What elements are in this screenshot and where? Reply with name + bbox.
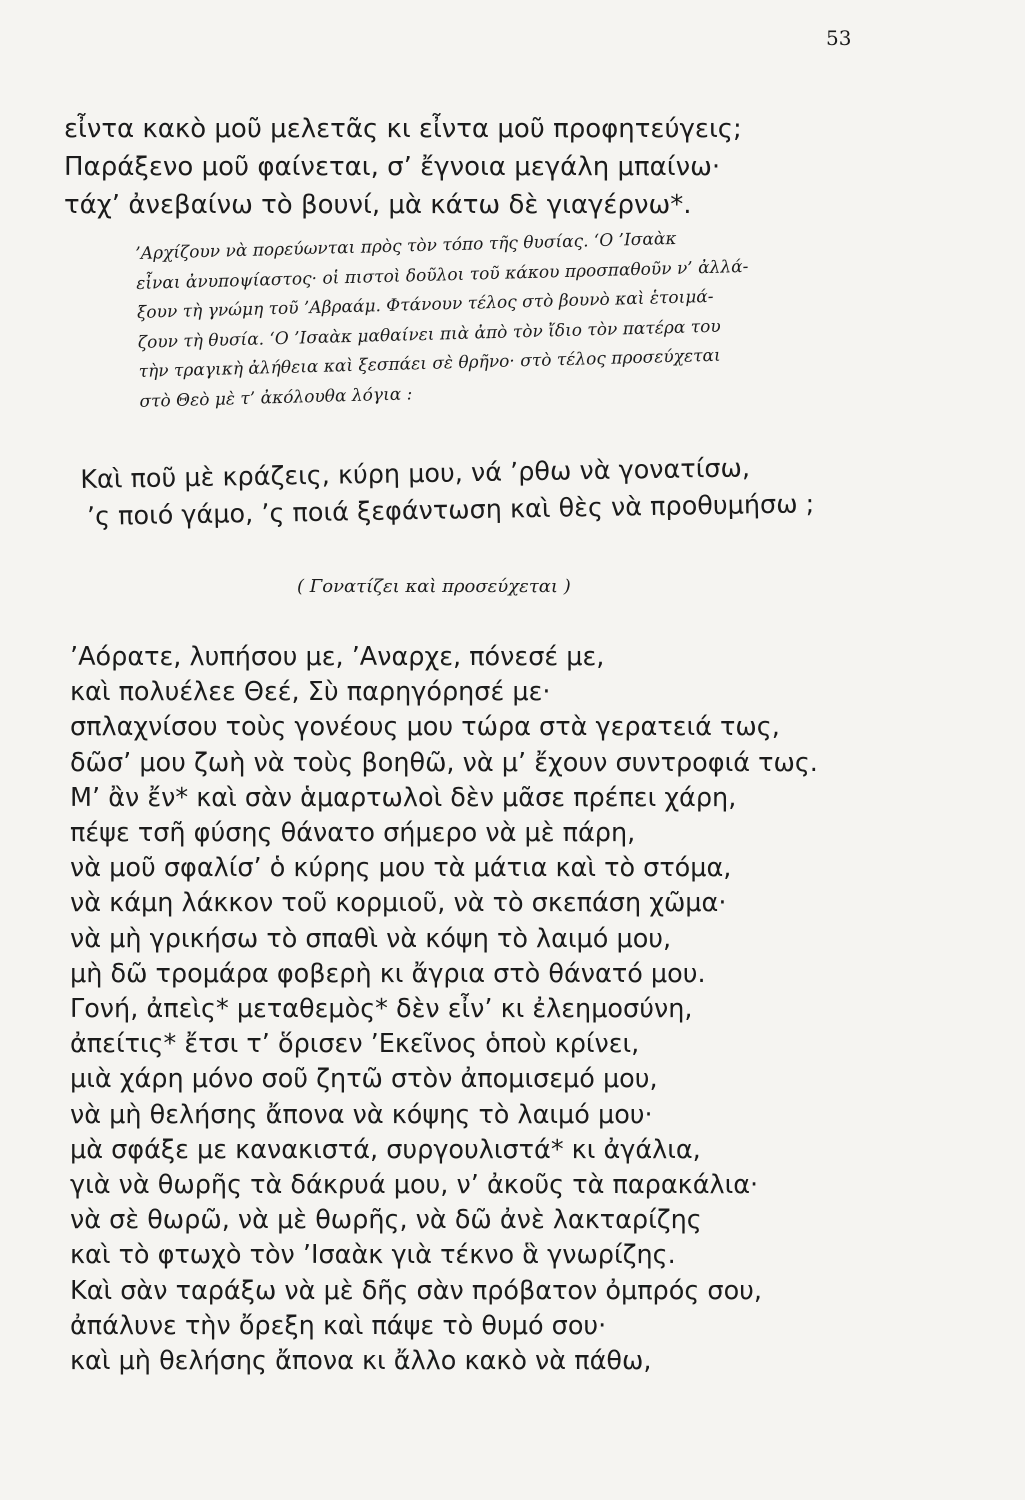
verse-line: νὰ μοῦ σφαλίσ’ ὁ κύρης μου τὰ μάτια καὶ τὸ στόμα, [70, 853, 732, 884]
prose-line: τὴν τραγικὴ ἀλήθεια καὶ ξεσπάει σὲ θρῆνο· στὸ τέλος προσεύχεται [138, 345, 721, 382]
verse-line: νὰ μὴ γρικήσω τὸ σπαθὶ νὰ κόψη τὸ λαιμό μου, [70, 923, 672, 954]
verse-line: ’Αόρατε, λυπήσου με, ’Αναρχε, πόνεσέ με, [70, 642, 605, 672]
verse-line: Μ’ ἂν ἔν* καὶ σὰν ἁμαρτωλοὶ δὲν μᾶσε πρέπει χάρη, [70, 782, 737, 813]
verse-prayer [70, 640, 818, 1379]
verse-line: δῶσ’ μου ζωὴ νὰ τοὺς βοηθῶ, νὰ μ’ ἔχουν συντροφιά τως. [70, 747, 818, 778]
verse-line: μὴ δῶ τρομάρα φοβερὴ κι ἄγρια στὸ θάνατό μου. [70, 958, 706, 989]
verse-line: γιὰ νὰ θωρῆς τὰ δάκρυά μου, ν’ ἀκοῦς τὰ παρακάλια· [70, 1170, 759, 1201]
prose-line: ζουν τὴ θυσία. ‘Ο ’Ισαὰκ μαθαίνει πιὰ ἀπὸ τὸν ἴδιο τὸν πατέρα του [137, 316, 721, 353]
verse-line: ’ς ποιό γάμο, ’ς ποιά ξεφάντωση καὶ θὲς νὰ προθυμήσω ; [86, 489, 815, 532]
verse-line: καὶ τὸ φτωχὸ τὸν ’Ισαὰκ γιὰ τέκνο ἃ γνωρίζης. [70, 1240, 676, 1271]
verse-opening [64, 110, 742, 224]
verse-line: τάχ’ ἀνεβαίνω τὸ βουνί, μὰ κάτω δὲ γιαγέρνω*. [64, 190, 692, 220]
prose-line: εἶναι ἀνυποψίαστος· οἱ πιστοὶ δοῦλοι τοῦ κάκου προσπαθοῦν ν’ ἀλλά- [135, 256, 749, 294]
verse-line: Καὶ σὰν ταράξω νὰ μὲ δῆς σὰν πρόβατον ὀμπρός σου, [70, 1275, 763, 1306]
verse-question [80, 449, 815, 536]
page-number: 53 [826, 26, 852, 50]
verse-line: καὶ πολυέλεε Θεέ, Σὺ παρηγόρησέ με· [70, 677, 551, 708]
verse-line: Γονή, ἀπεὶς* μεταθεμὸς* δὲν εἶν’ κι ἐλεημοσύνη, [70, 994, 693, 1025]
verse-line: πέψε τσῆ φύσης θάνατο σήμερο νὰ μὲ πάρη, [70, 818, 636, 849]
verse-line: Παράξενο μοῦ φαίνεται, σ’ ἔγνοια μεγάλη μπαίνω· [64, 152, 721, 182]
verse-line: Καὶ ποῦ μὲ κράζεις, κύρη μου, νά ’ρθω νὰ γονατίσω, [80, 453, 751, 495]
prose-line: ξουν τὴ γνώμη τοῦ ’Αβραάμ. Φτάνουν τέλος στὸ βουνὸ καὶ ἑτοιμά- [136, 286, 714, 323]
prose-line: ’Αρχίζουν νὰ πορεύωνται πρὸς τὸν τόπο τῆς θυσίας. ‘Ο ’Ισαὰκ [135, 228, 677, 264]
stage-direction: ( Γονατίζει καὶ προσεύχεται ) [297, 576, 571, 597]
verse-line: καὶ μὴ θελήσης ἄπονα κι ἄλλο κακὸ νὰ πάθω, [70, 1346, 652, 1377]
verse-line: νὰ μὴ θελήσης ἄπονα νὰ κόψης τὸ λαιμό μου· [70, 1099, 653, 1130]
verse-line: εἶντα κακὸ μοῦ μελετᾶς κι εἶντα μοῦ προφητεύγεις; [64, 114, 742, 144]
verse-line: ἀπάλυνε τὴν ὄρεξη καὶ πάψε τὸ θυμό σου· [70, 1310, 607, 1341]
verse-line: νὰ σὲ θωρῶ, νὰ μὲ θωρῆς, νὰ δῶ ἀνὲ λακταρίζης [70, 1205, 702, 1236]
verse-line: νὰ κάμη λάκκον τοῦ κορμιοῦ, νὰ τὸ σκεπάση χῶμα· [70, 888, 727, 919]
verse-line: σπλαχνίσου τοὺς γονέους μου τώρα στὰ γερατειά τως, [70, 712, 780, 743]
prose-line: στὸ Θεὸ μὲ τ’ ἀκόλουθα λόγια : [139, 383, 413, 412]
verse-line: ἀπείτις* ἔτσι τ’ ὅρισεν ’Εκεῖνος ὁποὺ κρίνει, [70, 1029, 640, 1060]
prose-narration [135, 219, 900, 417]
verse-line: μὰ σφάξε με κανακιστά, συργουλιστά* κι ἀγάλια, [70, 1134, 701, 1165]
verse-line: μιὰ χάρη μόνο σοῦ ζητῶ στὸν ἀπομισεμό μου, [70, 1064, 658, 1095]
